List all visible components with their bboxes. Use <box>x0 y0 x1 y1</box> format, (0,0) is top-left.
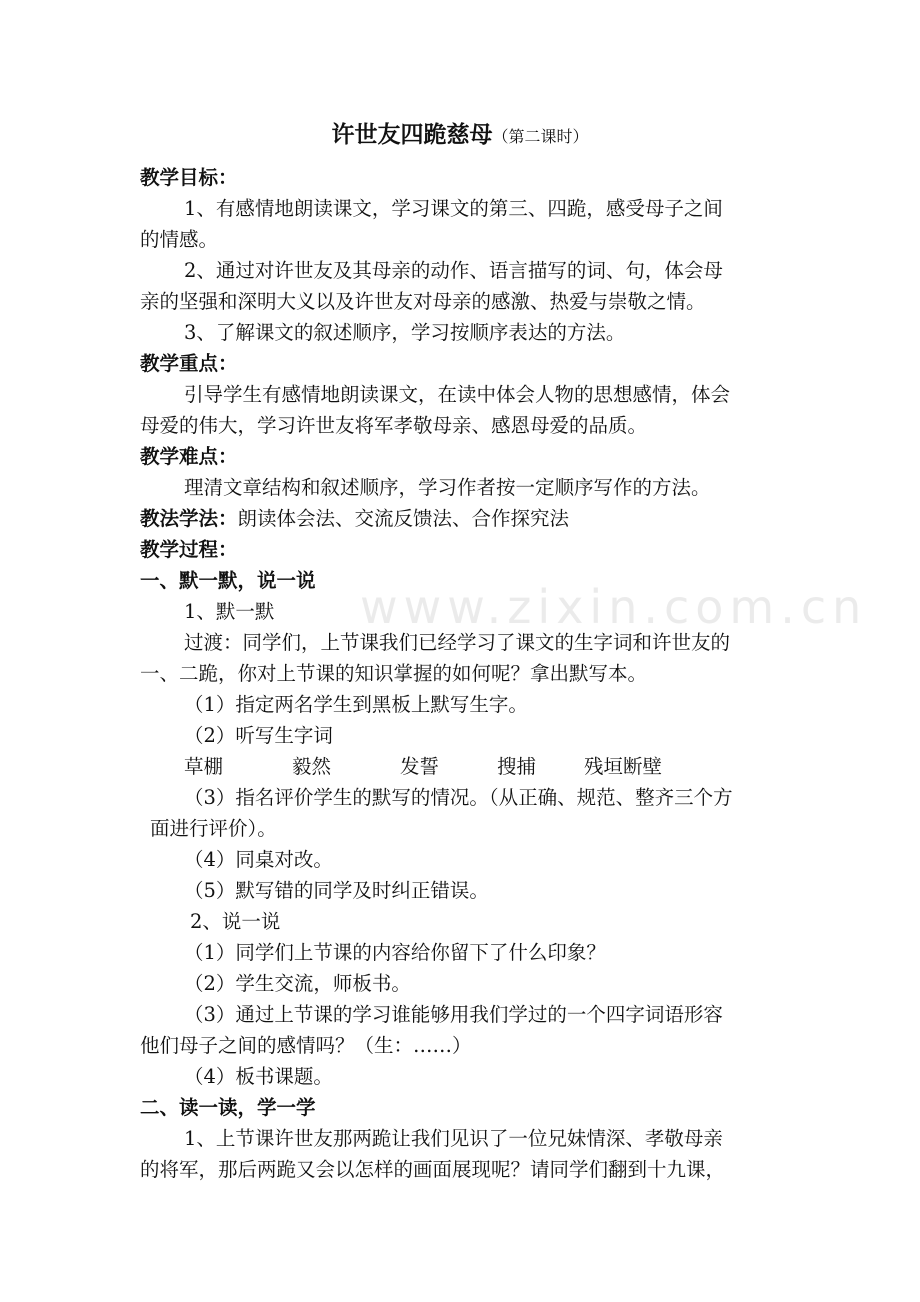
methods-line <box>140 506 569 532</box>
paragraph-line: 过渡：同学们，上节课我们已经学习了课文的生字词和许世友的 <box>184 631 731 654</box>
heading-process: 教学过程： <box>140 538 238 561</box>
vocab-word: 残垣断壁 <box>584 755 663 778</box>
document-title <box>0 120 920 152</box>
paragraph-line: （4）板书课题。 <box>184 1065 333 1088</box>
paragraph-line: （1）指定两名学生到黑板上默写生字。 <box>184 693 528 716</box>
heading-difficulties: 教学难点： <box>140 445 238 468</box>
paragraph-line: 1、有感情地朗读课文，学习课文的第三、四跪，感受母子之间 <box>184 197 723 220</box>
paragraph-line: 1、上节课许世友那两跪让我们见识了一位兄妹情深、孝敬母亲 <box>184 1127 723 1150</box>
paragraph-line: （3）指名评价学生的默写的情况。（从正确、规范、整齐三个方 <box>184 786 733 809</box>
paragraph-line: （1）同学们上节课的内容给你留下了什么印象？ <box>184 941 606 964</box>
title-text: 许世友四跪慈母 <box>331 121 493 148</box>
heading-key-points: 教学重点： <box>140 352 238 375</box>
paragraph-line: （3）通过上节课的学习谁能够用我们学过的一个四字词语形容 <box>184 1003 723 1026</box>
paragraph-line: 2、通过对许世友及其母亲的动作、语言描写的词、句，体会母 <box>184 259 723 282</box>
vocab-word: 草棚 <box>184 755 224 778</box>
paragraph-line: 他们母子之间的感情吗？（生：……） <box>140 1034 472 1057</box>
paragraph-line: 的情感。 <box>140 228 219 251</box>
heading-objectives: 教学目标： <box>140 166 238 189</box>
methods-text: 朗读体会法、交流反馈法、合作探究法 <box>237 507 570 530</box>
paragraph-line: 母爱的伟大，学习许世友将军孝敬母亲、感恩母爱的品质。 <box>140 414 648 437</box>
vocab-word: 毅然 <box>292 755 332 778</box>
watermark: www.zixin.com.cn <box>360 580 868 634</box>
paragraph-line: 引导学生有感情地朗读课文，在读中体会人物的思想感情，体会 <box>184 383 731 406</box>
paragraph-line: 一、二跪，你对上节课的知识掌握的如何呢？拿出默写本。 <box>140 662 648 685</box>
paragraph-line: 1、默一默 <box>184 600 275 623</box>
paragraph-line: 亲的坚强和深明大义以及许世友对母亲的感激、热爱与崇敬之情。 <box>140 290 706 313</box>
section-heading-1: 一、默一默，说一说 <box>140 569 316 592</box>
paragraph-line: 2、说一说 <box>190 910 281 933</box>
paragraph-line: （2）听写生字词 <box>184 724 333 747</box>
heading-methods: 教法学法： <box>140 507 238 530</box>
paragraph-line: （4）同桌对改。 <box>184 848 333 871</box>
vocabulary-words <box>0 754 920 780</box>
paragraph-line: 面进行评价）。 <box>150 817 277 840</box>
paragraph-line: 的将军，那后两跪又会以怎样的画面展现呢？请同学们翻到十九课， <box>140 1158 726 1181</box>
paragraph-line: 理清文章结构和叙述顺序，学习作者按一定顺序写作的方法。 <box>184 476 711 499</box>
paragraph-line: （5）默写错的同学及时纠正错误。 <box>184 879 489 902</box>
paragraph-line: 3、了解课文的叙述顺序，学习按顺序表达的方法。 <box>184 321 626 344</box>
section-heading-2: 二、读一读，学一学 <box>140 1096 316 1119</box>
vocab-word: 搜捕 <box>497 755 537 778</box>
title-subtitle: （第二课时） <box>492 127 589 146</box>
paragraph-line: （2）学生交流，师板书。 <box>184 972 411 995</box>
vocab-word: 发誓 <box>400 755 440 778</box>
